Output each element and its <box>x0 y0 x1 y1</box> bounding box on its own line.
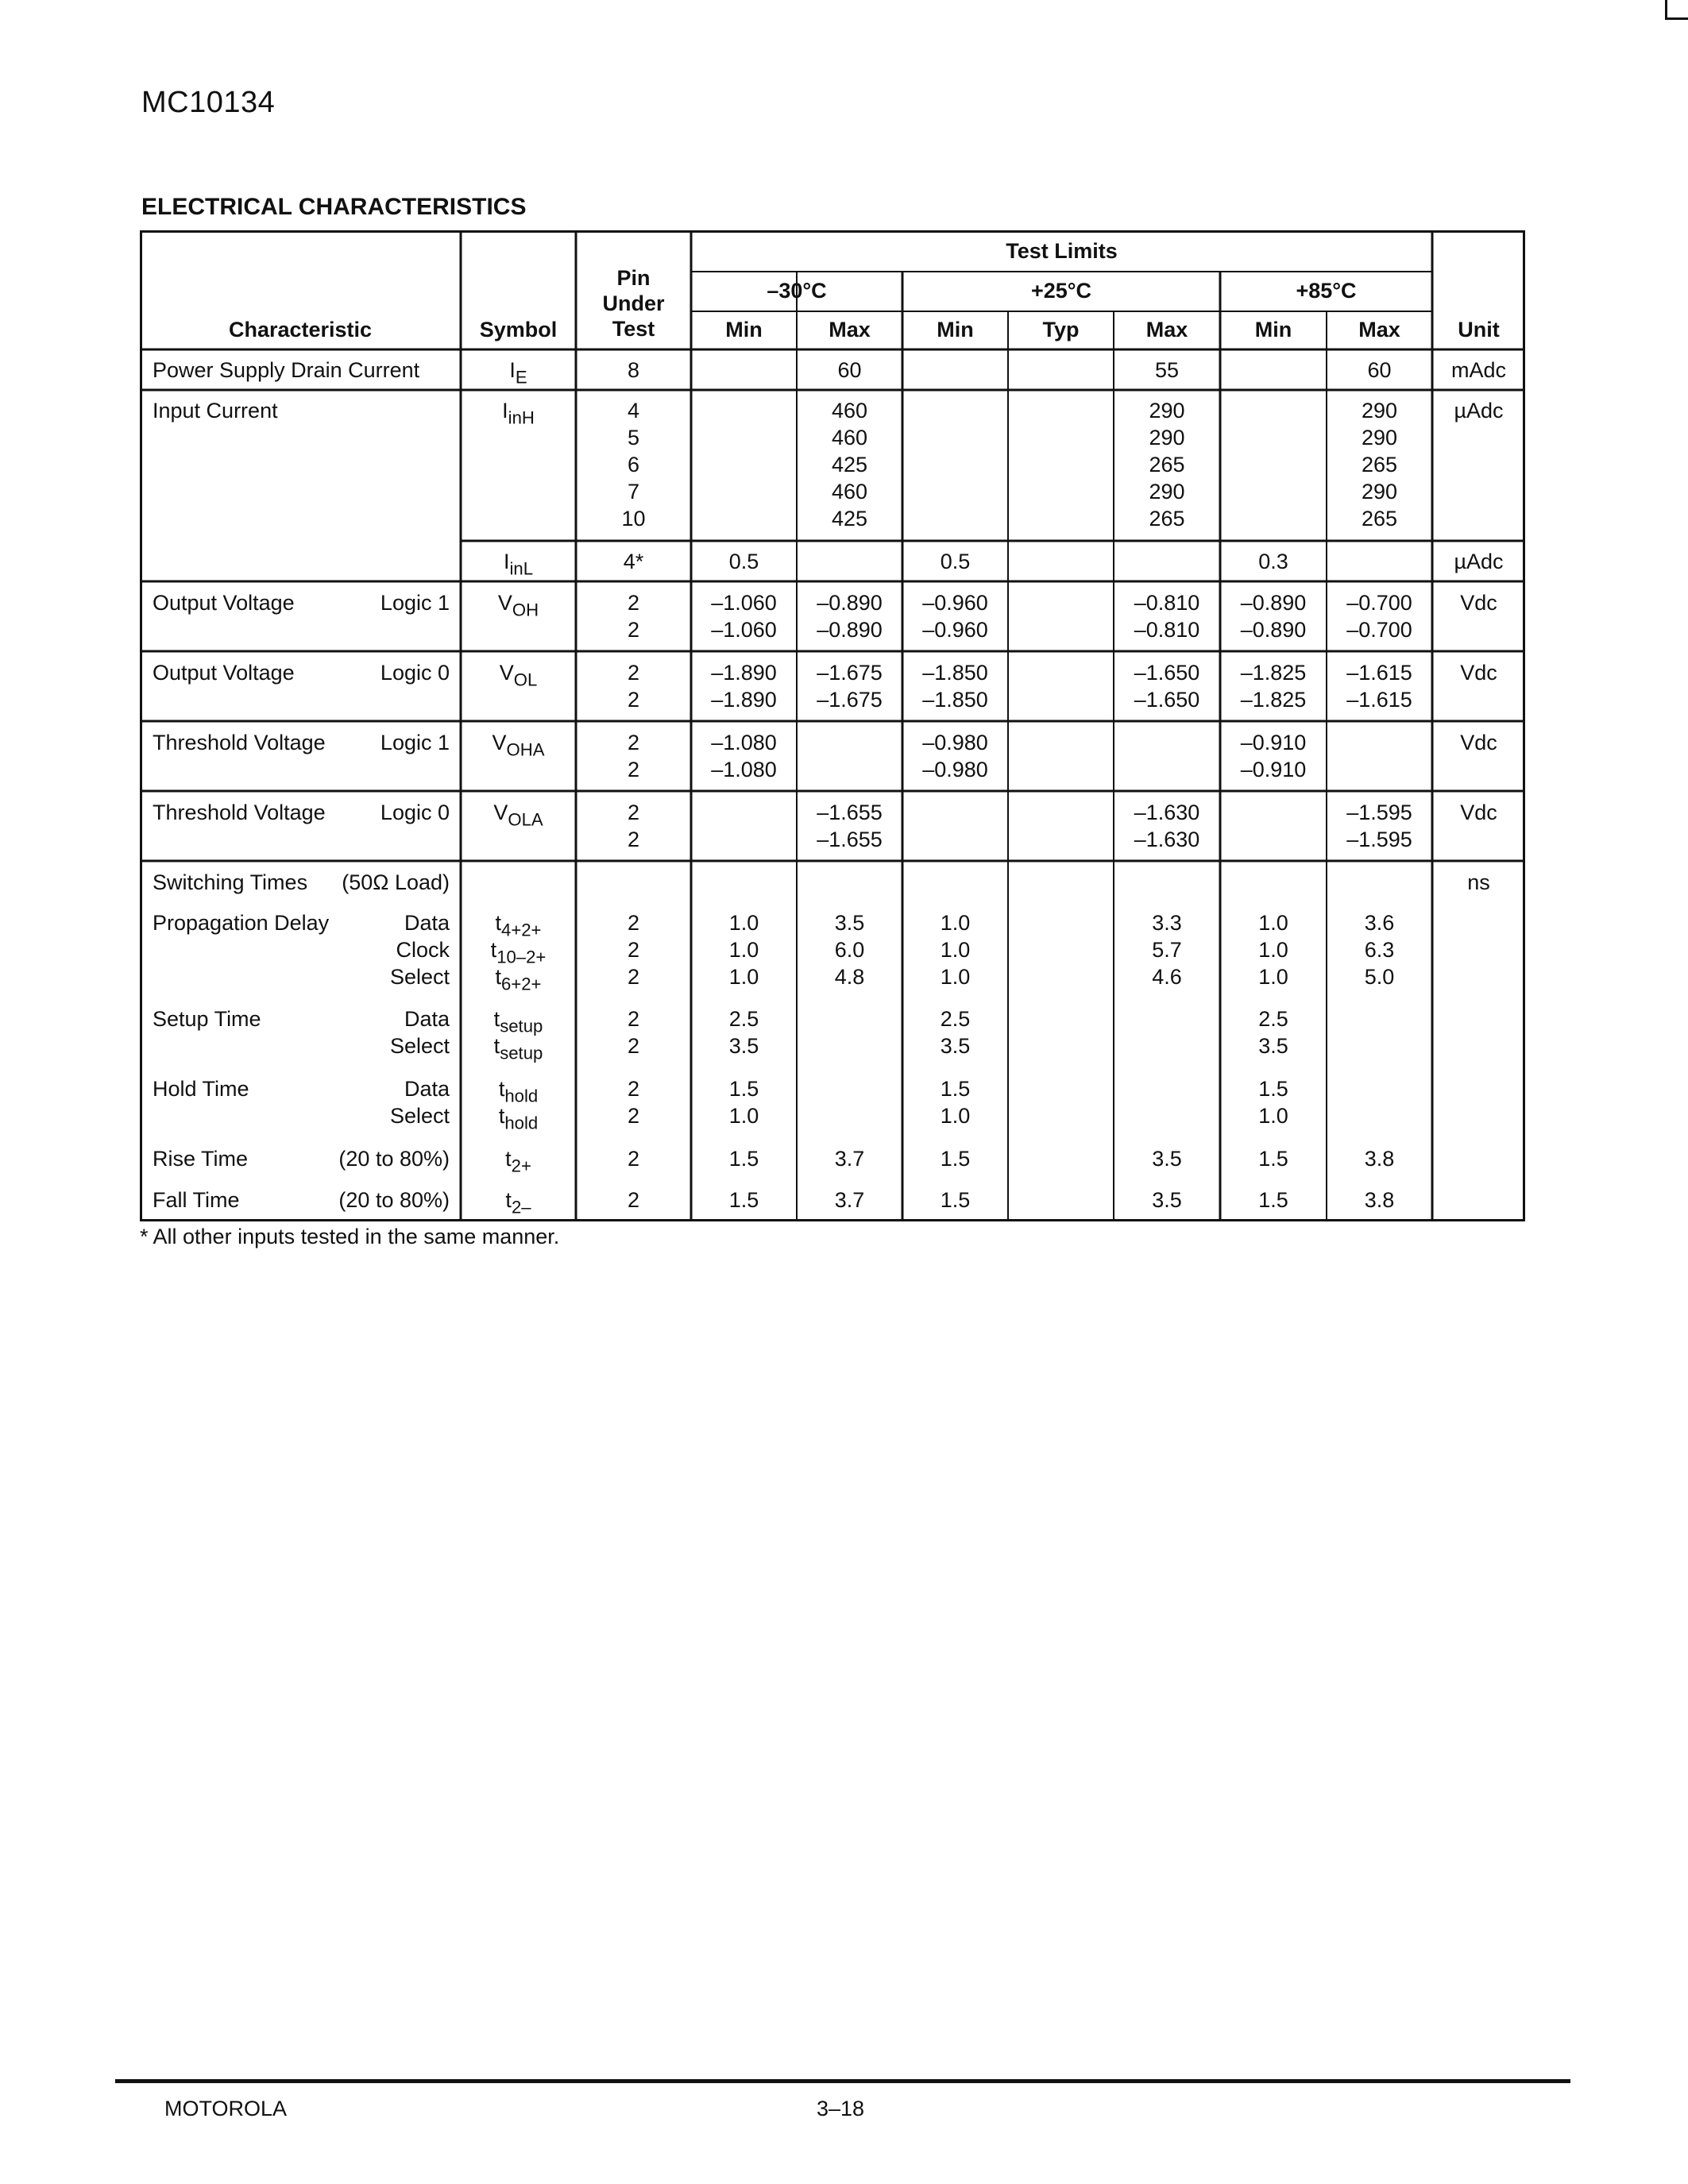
row-hold-symbol-data: $t_{hold}$ <box>498 1077 539 1106</box>
row-voha-label: Threshold Voltage <box>153 731 326 754</box>
row-iinh-symbol: $I_{inH}$ <box>502 399 535 428</box>
header-under: Under <box>602 291 665 315</box>
electrical-characteristics-table <box>140 230 1525 1221</box>
row-ie-label: Power Supply Drain Current <box>153 358 420 382</box>
row-rise-symbol: $t_{2+}$ <box>505 1147 531 1176</box>
row-setup-p85-min: 2.5 3.5 <box>1258 1007 1288 1058</box>
section-title: ELECTRICAL CHARACTERISTICS <box>141 194 527 220</box>
row-vol-p25-max: –1.650 –1.650 <box>1134 661 1200 712</box>
row-prop-p85-min: 1.0 1.0 1.0 <box>1258 911 1288 989</box>
row-vol-unit: Vdc <box>1460 661 1497 685</box>
row-prop-label: Propagation Delay <box>153 911 330 935</box>
row-iinl-pin: 4* <box>623 550 644 573</box>
header-min-p85: Min <box>1254 318 1292 341</box>
header-test: Test <box>612 317 655 341</box>
row-vol-logic: Logic 0 <box>380 661 450 685</box>
row-fall-pin: 2 <box>627 1188 640 1212</box>
row-prop-m30-max: 3.5 6.0 4.8 <box>834 911 865 989</box>
row-rise-p25-min: 1.5 <box>940 1147 971 1171</box>
header-temp-minus30: –30°C <box>767 279 827 303</box>
row-iinh-pins: 4 5 6 7 10 <box>621 399 646 531</box>
corner-crop-mark <box>1665 0 1688 20</box>
row-voh-label: Output Voltage <box>153 591 295 615</box>
page-number: 3–18 <box>817 2097 865 2120</box>
row-voh-m30-max: –0.890 –0.890 <box>817 591 883 642</box>
row-vol-m30-min: –1.890 –1.890 <box>711 661 777 712</box>
row-ie-symbol: $I_E$ <box>509 358 527 388</box>
row-ie-p85-max: 60 <box>1367 358 1392 382</box>
row-prop-p25-min: 1.0 1.0 1.0 <box>940 911 971 989</box>
row-vol-p85-max: –1.615 –1.615 <box>1346 661 1412 712</box>
header-symbol: Symbol <box>479 318 558 341</box>
row-rise-p85-min: 1.5 <box>1258 1147 1288 1171</box>
row-fall-m30-min: 1.5 <box>728 1188 759 1212</box>
row-prop-m30-min: 1.0 1.0 1.0 <box>728 911 759 989</box>
row-setup-subs: Data Select <box>389 1007 450 1058</box>
row-vola-p85-max: –1.595 –1.595 <box>1346 801 1412 851</box>
header-pin: Pin <box>616 266 651 290</box>
footnote: * All other inputs tested in the same manner. <box>140 1225 560 1248</box>
row-voha-logic: Logic 1 <box>380 731 450 754</box>
header-min-m30: Min <box>725 318 763 341</box>
row-prop-pins: 2 2 2 <box>627 911 640 989</box>
row-setup-p25-min: 2.5 3.5 <box>940 1007 971 1058</box>
row-prop-symbol-clock: $t_{10-2+}$ <box>490 938 547 967</box>
row-switching-load: (50Ω Load) <box>342 870 450 894</box>
row-voha-symbol: $V_{OHA}$ <box>492 731 545 760</box>
row-fall-p25-min: 1.5 <box>940 1188 971 1212</box>
row-iinh-unit: µAdc <box>1454 399 1504 423</box>
row-iinh-label: Input Current <box>153 399 278 423</box>
row-prop-symbol-data: $t_{4+2+}$ <box>495 911 542 940</box>
header-characteristic: Characteristic <box>228 318 373 341</box>
row-fall-m30-max: 3.7 <box>834 1188 865 1212</box>
row-setup-m30-min: 2.5 3.5 <box>728 1007 759 1058</box>
row-hold-subs: Data Select <box>389 1077 450 1128</box>
row-prop-subs: Data Clock Select <box>389 911 450 989</box>
row-iinl-m30-min: 0.5 <box>728 550 759 573</box>
row-iinh-p25-max: 290 290 265 290 265 <box>1149 399 1185 531</box>
row-hold-label: Hold Time <box>153 1077 249 1101</box>
row-vol-pins: 2 2 <box>627 661 640 712</box>
row-iinh-m30-max: 460 460 425 460 425 <box>831 399 868 531</box>
header-max-m30: Max <box>829 318 871 341</box>
row-fall-symbol: $t_{2-}$ <box>505 1188 531 1217</box>
row-setup-pins: 2 2 <box>627 1007 640 1058</box>
row-vola-label: Threshold Voltage <box>153 801 326 824</box>
row-iinl-symbol: $I_{inL}$ <box>503 550 534 579</box>
row-ie-p25-max: 55 <box>1154 358 1180 382</box>
header-max-p85: Max <box>1358 318 1400 341</box>
row-vola-p25-max: –1.630 –1.630 <box>1134 801 1200 851</box>
row-voha-pins: 2 2 <box>627 731 640 781</box>
row-fall-range: (20 to 80%) <box>338 1188 450 1212</box>
row-voh-p85-max: –0.700 –0.700 <box>1346 591 1412 642</box>
row-iinl-p85-min: 0.3 <box>1258 550 1288 573</box>
row-vol-m30-max: –1.675 –1.675 <box>817 661 883 712</box>
row-voh-pins: 2 2 <box>627 591 640 642</box>
row-voh-p25-max: –0.810 –0.810 <box>1134 591 1200 642</box>
header-test-limits: Test Limits <box>1006 239 1118 263</box>
row-vola-pins: 2 2 <box>627 801 640 851</box>
header-temp-plus25: +25°C <box>1030 279 1092 303</box>
row-voha-unit: Vdc <box>1460 731 1497 754</box>
row-iinh-p85-max: 290 290 265 290 265 <box>1361 399 1398 531</box>
row-vola-unit: Vdc <box>1460 801 1497 824</box>
row-setup-symbol-data: $t_{setup}$ <box>493 1007 543 1036</box>
row-rise-m30-max: 3.7 <box>834 1147 865 1171</box>
row-ie-pin: 8 <box>627 358 640 382</box>
row-prop-p25-max: 3.3 5.7 4.6 <box>1152 911 1182 989</box>
row-voh-p85-min: –0.890 –0.890 <box>1240 591 1307 642</box>
row-voh-m30-min: –1.060 –1.060 <box>711 591 777 642</box>
row-hold-p25-min: 1.5 1.0 <box>940 1077 971 1128</box>
row-rise-p85-max: 3.8 <box>1364 1147 1395 1171</box>
row-vol-p85-min: –1.825 –1.825 <box>1240 661 1307 712</box>
row-vol-symbol: $V_{OL}$ <box>499 661 538 690</box>
row-switching-label: Switching Times <box>153 870 308 894</box>
footer-brand: MOTOROLA <box>164 2097 288 2120</box>
row-fall-p85-max: 3.8 <box>1364 1188 1395 1212</box>
row-hold-pins: 2 2 <box>627 1077 640 1128</box>
row-voh-p25-min: –0.960 –0.960 <box>922 591 988 642</box>
header-temp-plus85: +85°C <box>1296 279 1357 303</box>
row-vola-m30-max: –1.655 –1.655 <box>817 801 883 851</box>
row-hold-p85-min: 1.5 1.0 <box>1258 1077 1288 1128</box>
row-voha-p25-min: –0.980 –0.980 <box>922 731 988 781</box>
header-unit: Unit <box>1458 318 1500 341</box>
row-rise-range: (20 to 80%) <box>338 1147 450 1171</box>
row-fall-p25-max: 3.5 <box>1152 1188 1182 1212</box>
row-setup-symbol-select: $t_{setup}$ <box>493 1034 543 1063</box>
row-iinl-unit: µAdc <box>1454 550 1504 573</box>
part-number: MC10134 <box>141 86 276 119</box>
row-hold-m30-min: 1.5 1.0 <box>728 1077 759 1128</box>
row-prop-symbol-select: $t_{6+2+}$ <box>495 965 542 994</box>
row-rise-pin: 2 <box>627 1147 640 1171</box>
row-fall-p85-min: 1.5 <box>1258 1188 1288 1212</box>
row-fall-label: Fall Time <box>153 1188 240 1212</box>
row-voha-p85-min: –0.910 –0.910 <box>1240 731 1307 781</box>
row-iinl-p25-min: 0.5 <box>940 550 971 573</box>
row-vola-symbol: $V_{OLA}$ <box>493 801 543 830</box>
row-voh-symbol: $V_{OH}$ <box>497 591 539 620</box>
row-hold-symbol-select: $t_{hold}$ <box>498 1104 539 1133</box>
row-prop-p85-max: 3.6 6.3 5.0 <box>1364 911 1395 989</box>
row-rise-label: Rise Time <box>153 1147 249 1171</box>
row-vol-p25-min: –1.850 –1.850 <box>922 661 988 712</box>
row-vol-label: Output Voltage <box>153 661 295 685</box>
row-ie-m30-max: 60 <box>837 358 862 382</box>
row-voha-m30-min: –1.080 –1.080 <box>711 731 777 781</box>
header-typ-p25: Typ <box>1042 318 1080 341</box>
row-setup-label: Setup Time <box>153 1007 261 1031</box>
header-min-p25: Min <box>937 318 974 341</box>
header-max-p25: Max <box>1145 318 1188 341</box>
footer-rule <box>115 2079 1570 2083</box>
row-rise-m30-min: 1.5 <box>728 1147 759 1171</box>
row-vola-logic: Logic 0 <box>380 801 450 824</box>
row-ie-unit: mAdc <box>1450 358 1507 382</box>
row-rise-p25-max: 3.5 <box>1152 1147 1182 1171</box>
row-voh-unit: Vdc <box>1460 591 1497 615</box>
row-switching-unit: ns <box>1467 870 1490 894</box>
row-voh-logic: Logic 1 <box>380 591 450 615</box>
